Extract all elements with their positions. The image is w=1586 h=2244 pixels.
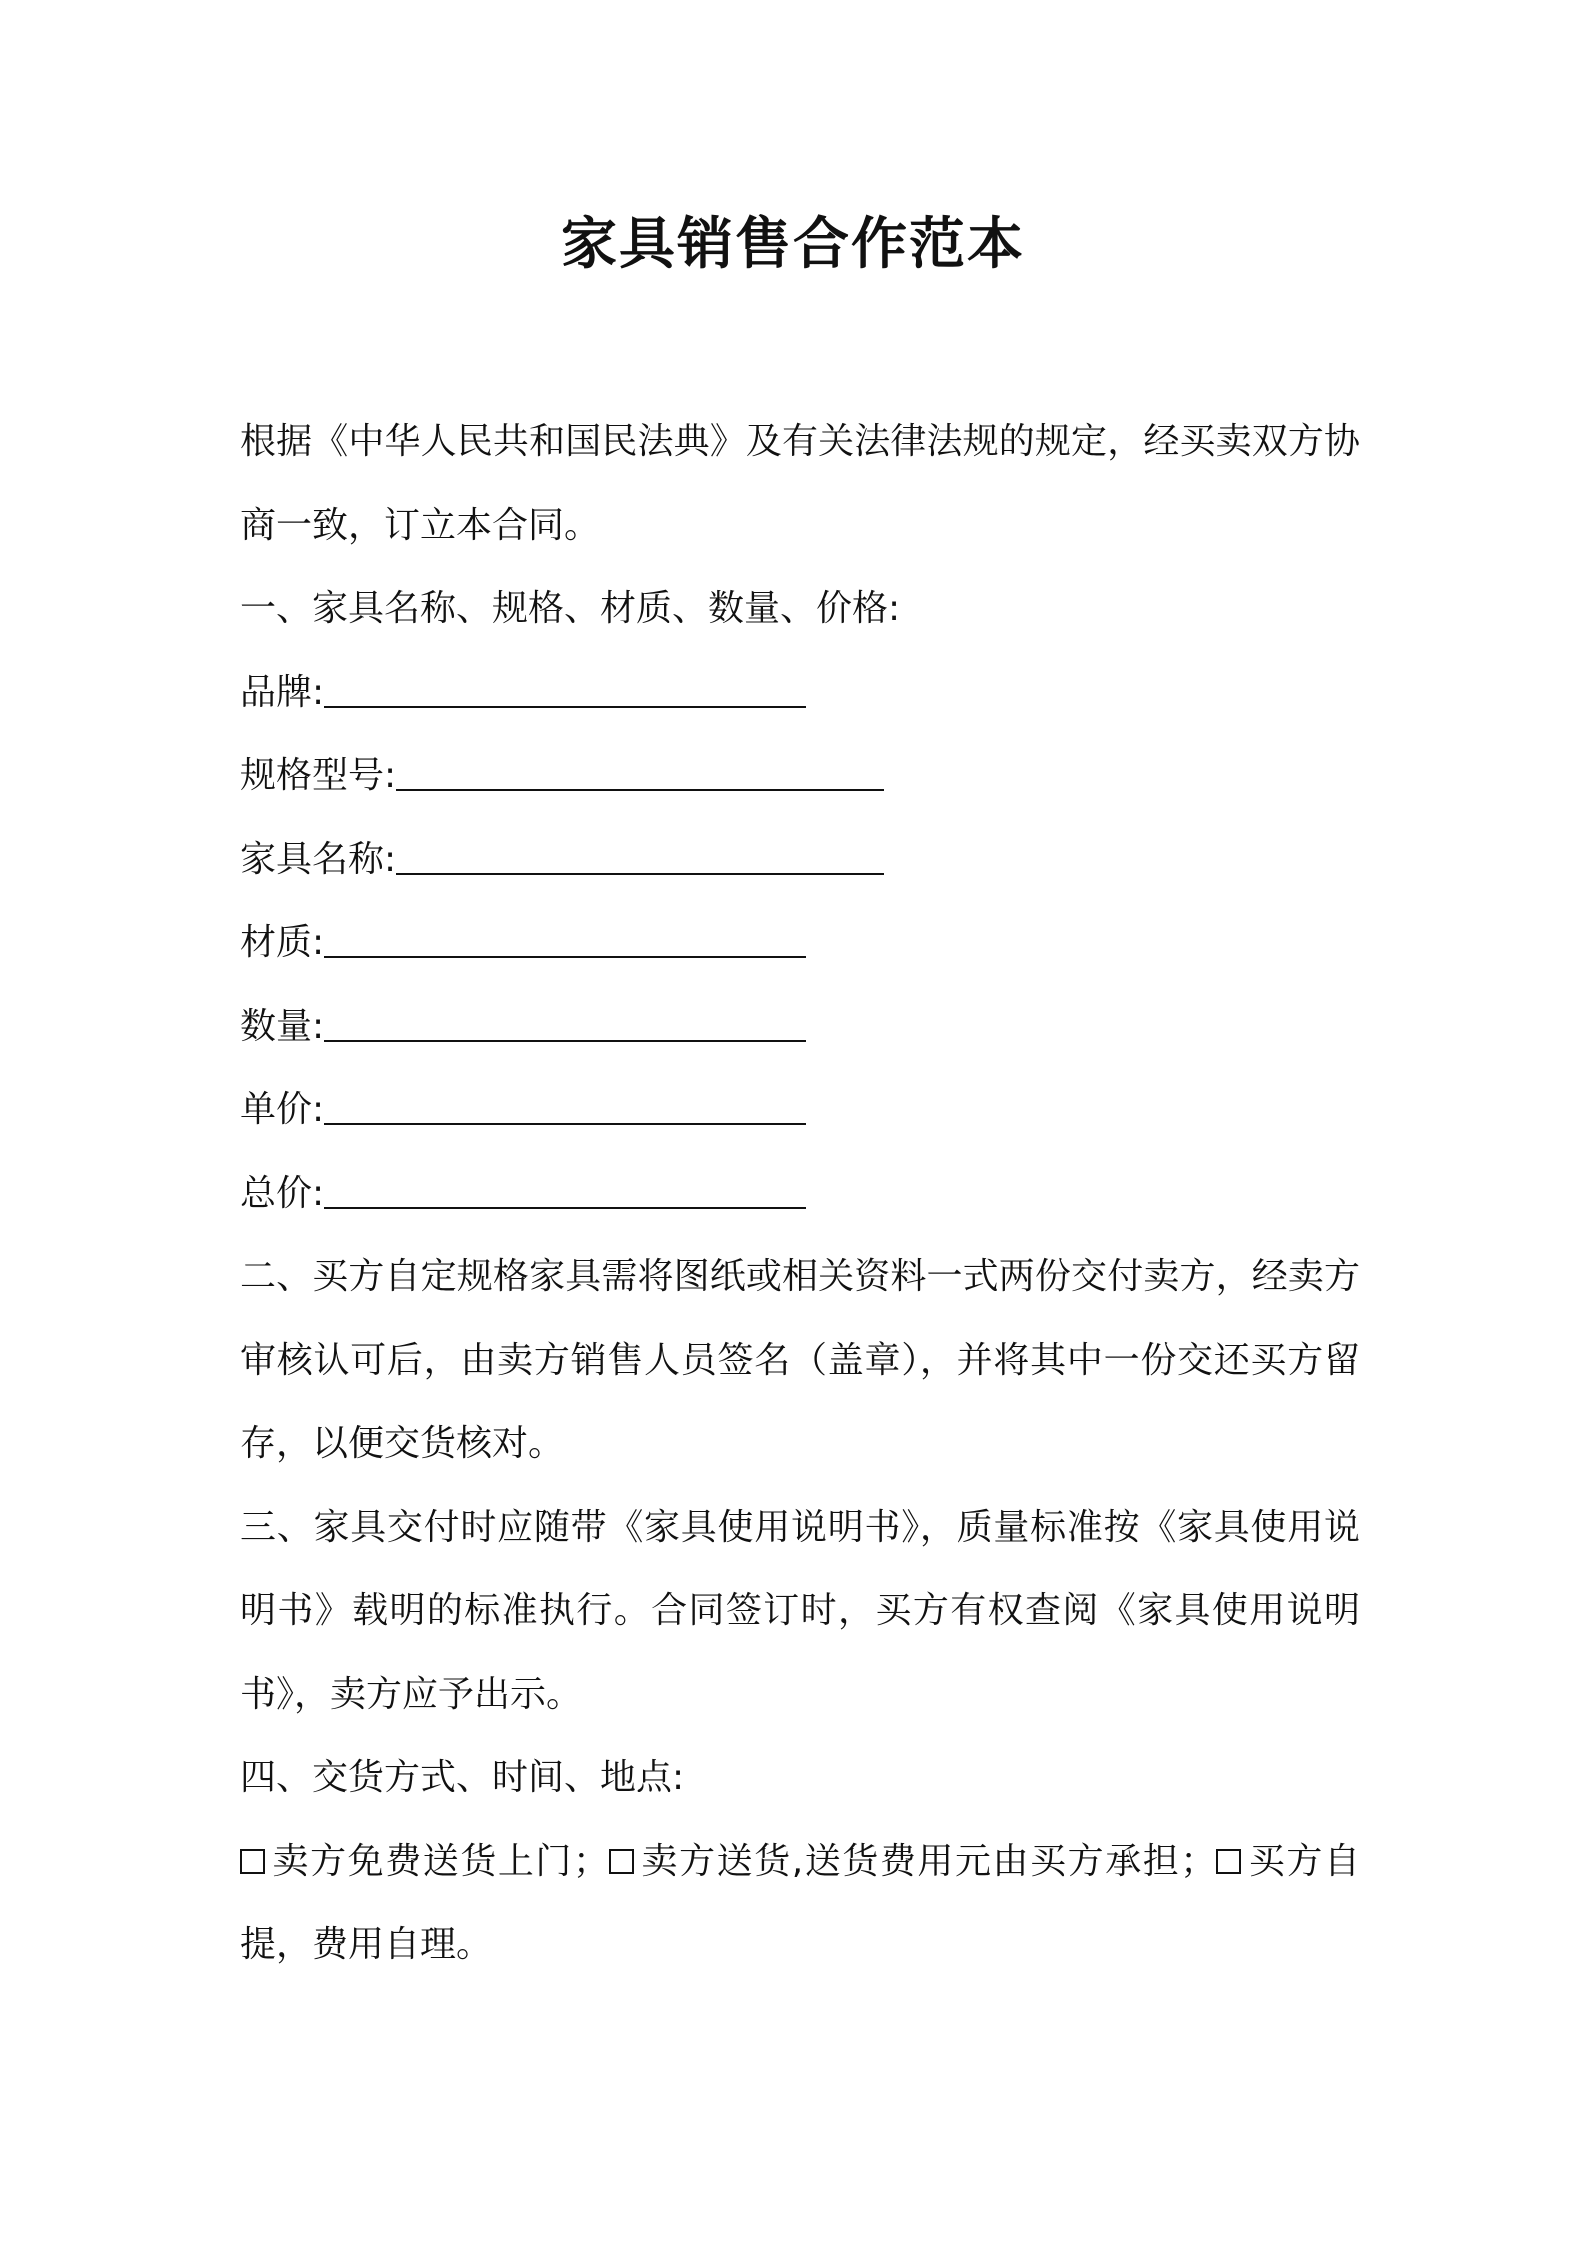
delivery-option-paid-label: 卖方送货,送货费用元由买方承担； [640, 1840, 1217, 1882]
field-unit-price-label: 单价: [240, 1089, 325, 1130]
section-3-paragraph: 三、家具交付时应随带《家具使用说明书》，质量标准按《家具使用说明书》载明的标准执行。合同签订时，买方有权查阅《家具使用说明书》，卖方应予出示。 [240, 1506, 1360, 1715]
field-total-price-blank[interactable] [324, 1207, 806, 1209]
field-model-blank[interactable] [396, 789, 884, 791]
delivery-option-pickup-label: 买方自提，费用自理。 [240, 1840, 1360, 1965]
document-title: 家具销售合作范本 [561, 212, 1025, 277]
document-body [240, 400, 1360, 1987]
field-unit-price [240, 1068, 1360, 1152]
checkbox-self-pickup[interactable] [1216, 1849, 1241, 1874]
field-material [240, 901, 1360, 985]
field-total-price [240, 1152, 1360, 1236]
delivery-options [240, 1820, 1360, 1987]
intro-paragraph: 根据《中华人民共和国民法典》及有关法律法规的规定，经买卖双方协商一致，订立本合同。 [240, 421, 1360, 546]
field-furniture-name-label: 家具名称: [240, 838, 397, 880]
section-1-heading: 一、家具名称、规格、材质、数量、价格: [240, 588, 901, 629]
field-brand-blank[interactable] [324, 706, 806, 708]
field-material-label: 材质: [240, 922, 325, 963]
delivery-option-free [240, 1841, 609, 1882]
field-unit-price-blank[interactable] [324, 1123, 806, 1125]
field-furniture-name-blank[interactable] [396, 873, 884, 875]
field-brand-label: 品牌: [240, 671, 325, 713]
field-quantity-blank[interactable] [324, 1040, 806, 1042]
field-furniture-name [240, 818, 1360, 902]
field-total-price-label: 总价: [240, 1172, 325, 1214]
delivery-option-free-label: 卖方免费送货上门； [271, 1840, 609, 1882]
field-material-blank[interactable] [324, 956, 806, 958]
checkbox-free-delivery[interactable] [240, 1849, 265, 1874]
field-model [240, 734, 1360, 818]
field-model-label: 规格型号: [240, 755, 397, 796]
section-2-paragraph: 二、买方自定规格家具需将图纸或相关资料一式两份交付卖方，经卖方审核认可后，由卖方销售人员签名（盖章），并将其中一份交还买方留存，以便交货核对。 [240, 1256, 1360, 1464]
checkbox-paid-delivery[interactable] [609, 1849, 634, 1874]
field-brand [240, 651, 1360, 735]
section-4-heading: 四、交货方式、时间、地点: [240, 1757, 685, 1798]
field-quantity-label: 数量: [240, 1005, 325, 1047]
field-quantity [240, 985, 1360, 1069]
delivery-option-paid [609, 1841, 1216, 1882]
